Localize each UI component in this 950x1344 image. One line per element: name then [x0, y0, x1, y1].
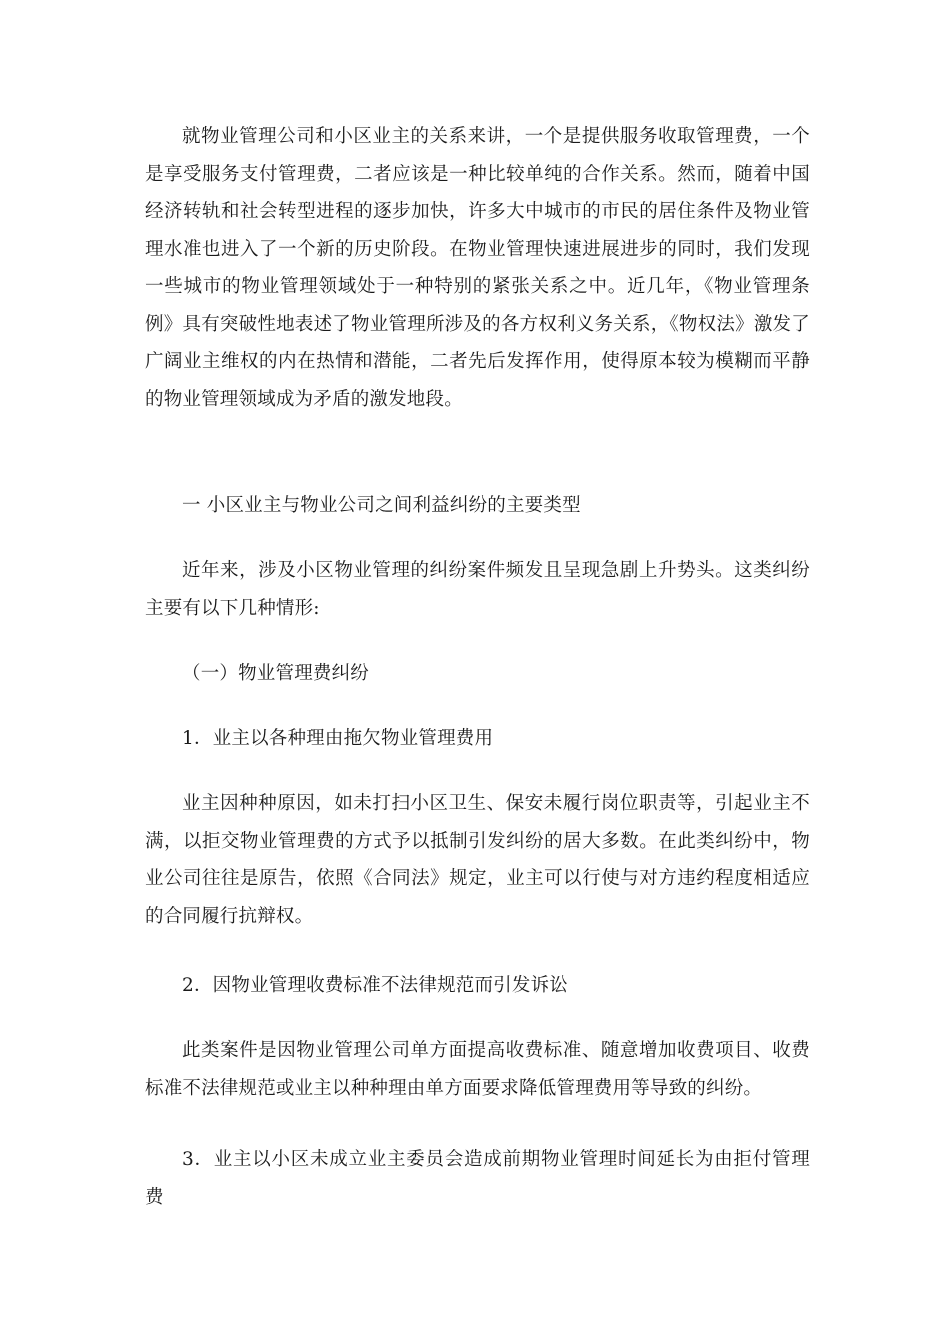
item-heading-2: 2．因物业管理收费标准不法律规范而引发诉讼	[182, 975, 568, 996]
section-heading-1: 一 小区业主与物业公司之间利益纠纷的主要类型	[182, 495, 581, 516]
paragraph-fee-standards: 此类案件是因物业管理公司单方面提高收费标准、随意增加收费项目、收费标准不法律规范或业主以种种理由单方面要求降低管理费用等导致的纠纷。	[145, 1040, 810, 1099]
subsection-heading-1: （一）物业管理费纠纷	[182, 663, 370, 684]
paragraph-arrears: 业主因种种原因，如未打扫小区卫生、保安未履行岗位职责等，引起业主不满，以拒交物业管理费的方式予以抵制引发纠纷的居大多数。在此类纠纷中，物业公司往往是原告，依照《合同法》规定，业主可以行使与对方违约程度相适应的合同履行抗辩权。	[145, 793, 810, 927]
item-heading-1: 1．业主以各种理由拖欠物业管理费用	[182, 728, 494, 749]
item-heading-3: 3．业主以小区未成立业主委员会造成前期物业管理时间延长为由拒付管理费	[145, 1149, 810, 1208]
paragraph-intro: 就物业管理公司和小区业主的关系来讲，一个是提供服务收取管理费，一个是享受服务支付管理费，二者应该是一种比较单纯的合作关系。然而，随着中国经济转轨和社会转型进程的逐步加快，许多大中城市的市民的居住条件及物业管理水准也进入了一个新的历史阶段。在物业管理快速进展进步的同时，我们发现一些城市的物业管理领域处于一种特别的紧张关系之中。近几年，《物业管理条例》具有突破性地表述了物业管理所涉及的各方权利义务关系，《物权法》激发了广阔业主维权的内在热情和潜能，二者先后发挥作用，使得原本较为模糊而平静的物业管理领域成为矛盾的激发地段。	[145, 126, 810, 410]
paragraph-overview: 近年来，涉及小区物业管理的纠纷案件频发且呈现急剧上升势头。这类纠纷主要有以下几种情形:	[145, 560, 810, 619]
